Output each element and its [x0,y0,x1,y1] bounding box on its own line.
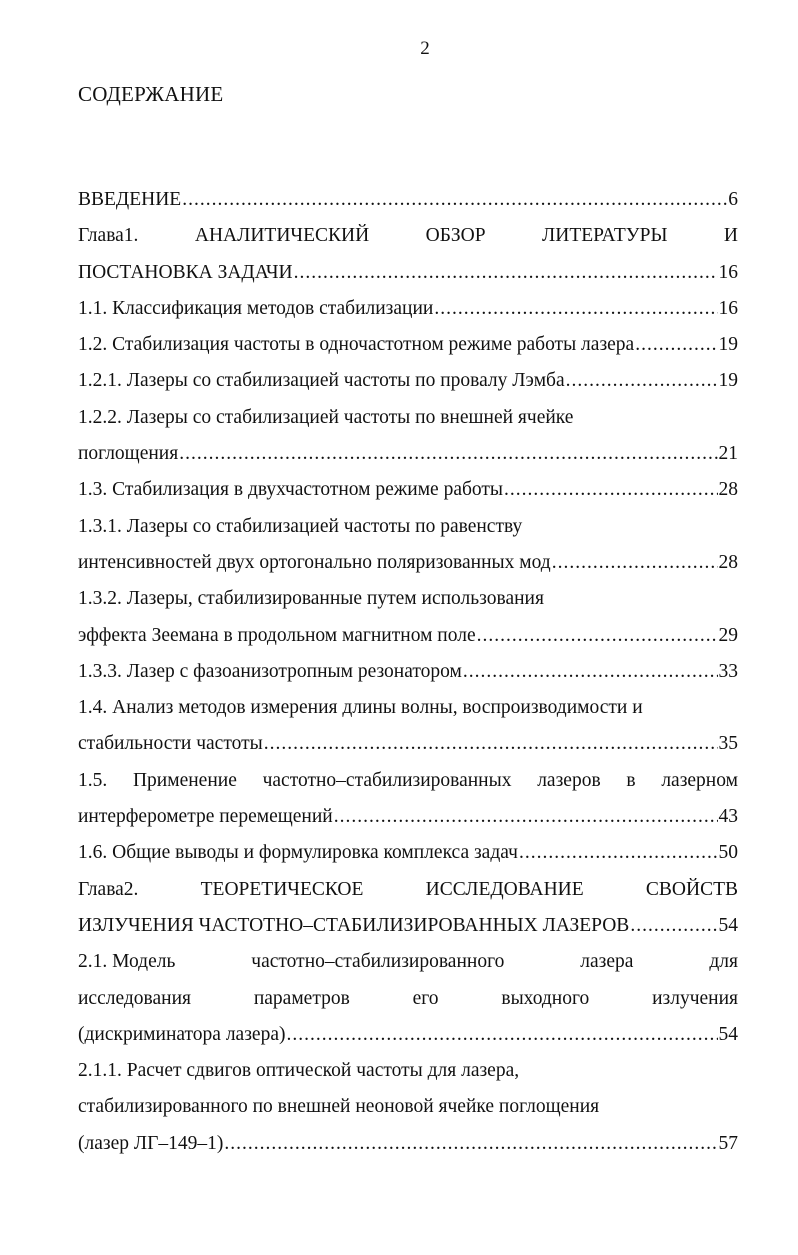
table-of-contents [78,182,738,1162]
toc-line [78,363,738,399]
toc-line [78,1053,738,1089]
toc-entry-text: 2.1.1. Расчет сдвигов оптической частоты для лазера, [78,1060,520,1082]
toc-page-number: 43 [718,806,738,828]
toc-line [78,835,738,871]
toc-word: параметров [253,987,350,1009]
toc-word: ИССЛЕДОВАНИЕ [425,878,584,900]
toc-line [78,908,738,944]
dot-leader [552,545,718,581]
toc-page-number: 19 [718,370,738,392]
toc-page-number: 28 [718,479,738,501]
toc-line [78,327,738,363]
dot-leader [264,726,718,762]
toc-word: выходного [501,987,590,1009]
toc-entry-text: интенсивностей двух ортогонально поляризованных мод [78,551,551,573]
toc-entry-text: поглощения [78,443,179,465]
toc-word: 1.5. [78,769,108,791]
toc-line [78,726,738,762]
toc-entry-text: 1.3.3. Лазер с фазоанизотропным резонатором [78,660,462,682]
toc-line [78,509,738,545]
toc-word: излучения [652,987,738,1009]
toc-word: ТЕОРЕТИЧЕСКОЕ [200,878,364,900]
toc-entry-text: 1.3.2. Лазеры, стабилизированные путем использования [78,588,544,610]
toc-page-number: 16 [718,261,738,283]
toc-entry-text: (дискриминатора лазера) [78,1023,286,1045]
toc-word: лазерном [661,769,738,791]
dot-leader [179,436,717,472]
toc-word: лазера [580,951,634,973]
toc-entry-text: 1.2. Стабилизация частоты в одночастотном режиме работы лазера [78,334,635,356]
toc-entry-text: 1.6. Общие выводы и формулировка комплекса задач [78,842,518,864]
page-number: 2 [420,38,430,59]
toc-entry-text: интерферометре перемещений [78,806,333,828]
toc-page-number: 33 [718,660,738,682]
toc-line [78,291,738,327]
toc-page-number: 21 [718,443,738,465]
toc-word: в [626,769,636,791]
toc-word: АНАЛИТИЧЕСКИЙ [194,225,370,247]
toc-entry-text: (лазер ЛГ–149–1) [78,1132,224,1154]
toc-page-number: 28 [718,551,738,573]
toc-page-number: 29 [718,624,738,646]
toc-word: ОБЗОР [425,225,486,247]
toc-page-number: 54 [718,914,738,936]
toc-page-number: 6 [728,189,738,210]
dot-leader [463,654,718,690]
toc-line [78,1089,738,1125]
toc-word: лазеров [537,769,601,791]
toc-line [78,872,738,908]
dot-leader [630,908,717,944]
toc-page-number: 54 [718,1023,738,1045]
toc-word: Применение [132,769,237,791]
toc-line [78,581,738,617]
toc-line [78,981,738,1017]
dot-leader [286,1017,717,1053]
toc-line [78,763,738,799]
toc-line [78,255,738,291]
dot-leader [224,1126,717,1162]
toc-page-number: 19 [718,334,738,356]
toc-word: исследования [78,987,191,1009]
toc-page-number: 57 [718,1132,738,1154]
toc-word: Глава2. [78,878,139,900]
toc-line [78,944,738,980]
toc-entry-text: 1.3.1. Лазеры со стабилизацией частоты по равенству [78,515,523,537]
toc-line [78,545,738,581]
toc-line [78,1017,738,1053]
dot-leader [504,472,717,508]
toc-line [78,654,738,690]
dot-leader [635,327,717,363]
toc-line [78,799,738,835]
toc-word: частотно–стабилизированных [262,769,512,791]
toc-page-number: 35 [718,733,738,755]
dot-leader [519,835,718,871]
toc-page-number: 50 [718,842,738,864]
toc-word: Глава1. [78,225,139,247]
dot-leader [182,182,727,218]
toc-line [78,1126,738,1162]
toc-word: его [412,987,439,1009]
toc-line [78,182,738,218]
toc-entry-text: 1.1. Классификация методов стабилизации [78,297,434,319]
toc-line [78,218,738,254]
dot-leader [294,255,718,291]
toc-entry-text: 1.3. Стабилизация в двухчастотном режиме работы [78,479,504,501]
toc-word: И [723,225,738,247]
toc-word: 2.1. Модель [78,951,176,973]
toc-word: частотно–стабилизированного [251,951,505,973]
toc-word: СВОЙСТВ [645,878,738,900]
toc-word: ЛИТЕРАТУРЫ [542,225,668,247]
toc-entry-text: эффекта Зеемана в продольном магнитном поле [78,624,476,646]
dot-leader [434,291,717,327]
toc-entry-text: ИЗЛУЧЕНИЯ ЧАСТОТНО–СТАБИЛИЗИРОВАННЫХ ЛАЗЕРОВ [78,914,630,936]
toc-line [78,690,738,726]
toc-word: для [709,951,738,973]
toc-entry-text: 1.2.1. Лазеры со стабилизацией частоты по провалу Лэмба [78,370,565,392]
dot-leader [566,363,718,399]
toc-entry-text: 1.4. Анализ методов измерения длины волны, воспроизводимости и [78,697,643,719]
toc-line [78,400,738,436]
dot-leader [334,799,718,835]
toc-entry-text: ВВЕДЕНИЕ [78,189,182,210]
toc-entry-text: 1.2.2. Лазеры со стабилизацией частоты по внешней ячейке [78,406,574,428]
toc-entry-text: стабильности частоты [78,733,263,755]
page-title: СОДЕРЖАНИЕ [78,82,224,106]
dot-leader [477,618,718,654]
toc-entry-text: стабилизированного по внешней неоновой ячейке поглощения [78,1096,600,1118]
toc-line [78,618,738,654]
toc-line [78,436,738,472]
toc-entry-text: ПОСТАНОВКА ЗАДАЧИ [78,261,293,283]
toc-page-number: 16 [718,297,738,319]
toc-line [78,472,738,508]
